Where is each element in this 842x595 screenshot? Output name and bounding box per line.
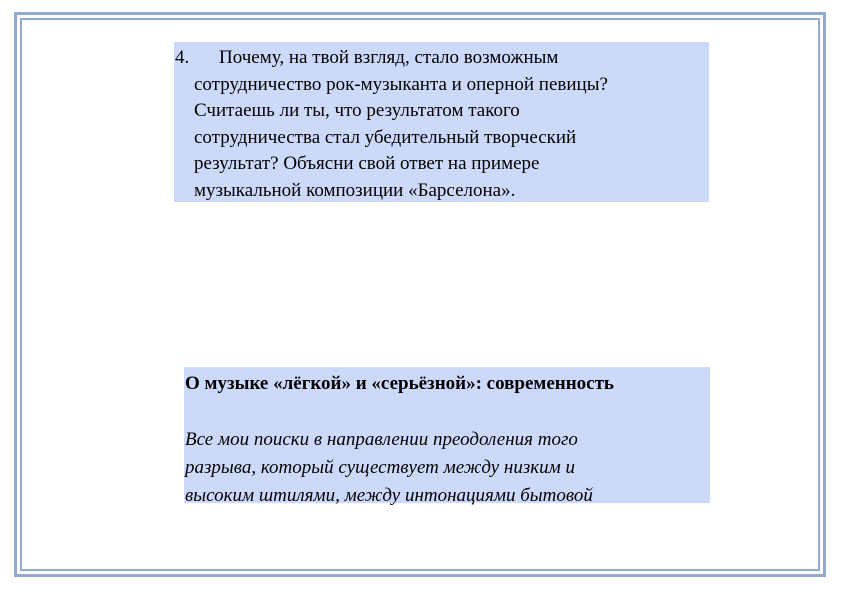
question-first-line <box>175 45 705 72</box>
quote-line-3: высоким штилями, между интонациями бытовой <box>185 485 593 506</box>
question-text-box <box>174 42 709 202</box>
quote-text-box <box>184 367 710 506</box>
question-line-4: сотрудничества стал убедительный творческий <box>194 126 577 148</box>
quote-line-2: разрыва, который существует между низким и <box>185 457 576 478</box>
question-line-6: музыкальной композиции «Барселона». <box>194 179 516 201</box>
quote-spacer <box>185 398 706 426</box>
quote-line-1: Все мои поиски в направлении преодоления того <box>185 429 578 450</box>
question-line-1: Почему, на твой взгляд, стало возможным <box>219 47 559 68</box>
quote-heading: О музыке «лёгкой» и «серьёзной»: современность <box>185 373 614 394</box>
question-line-3: Считаешь ли ты, что результатом такого <box>194 100 520 121</box>
question-number: 4. <box>175 47 190 68</box>
question-line-2: сотрудничество рок-музыканта и оперной певицы? <box>194 73 608 95</box>
question-line-5: результат? Объясни свой ответ на примере <box>194 153 540 174</box>
